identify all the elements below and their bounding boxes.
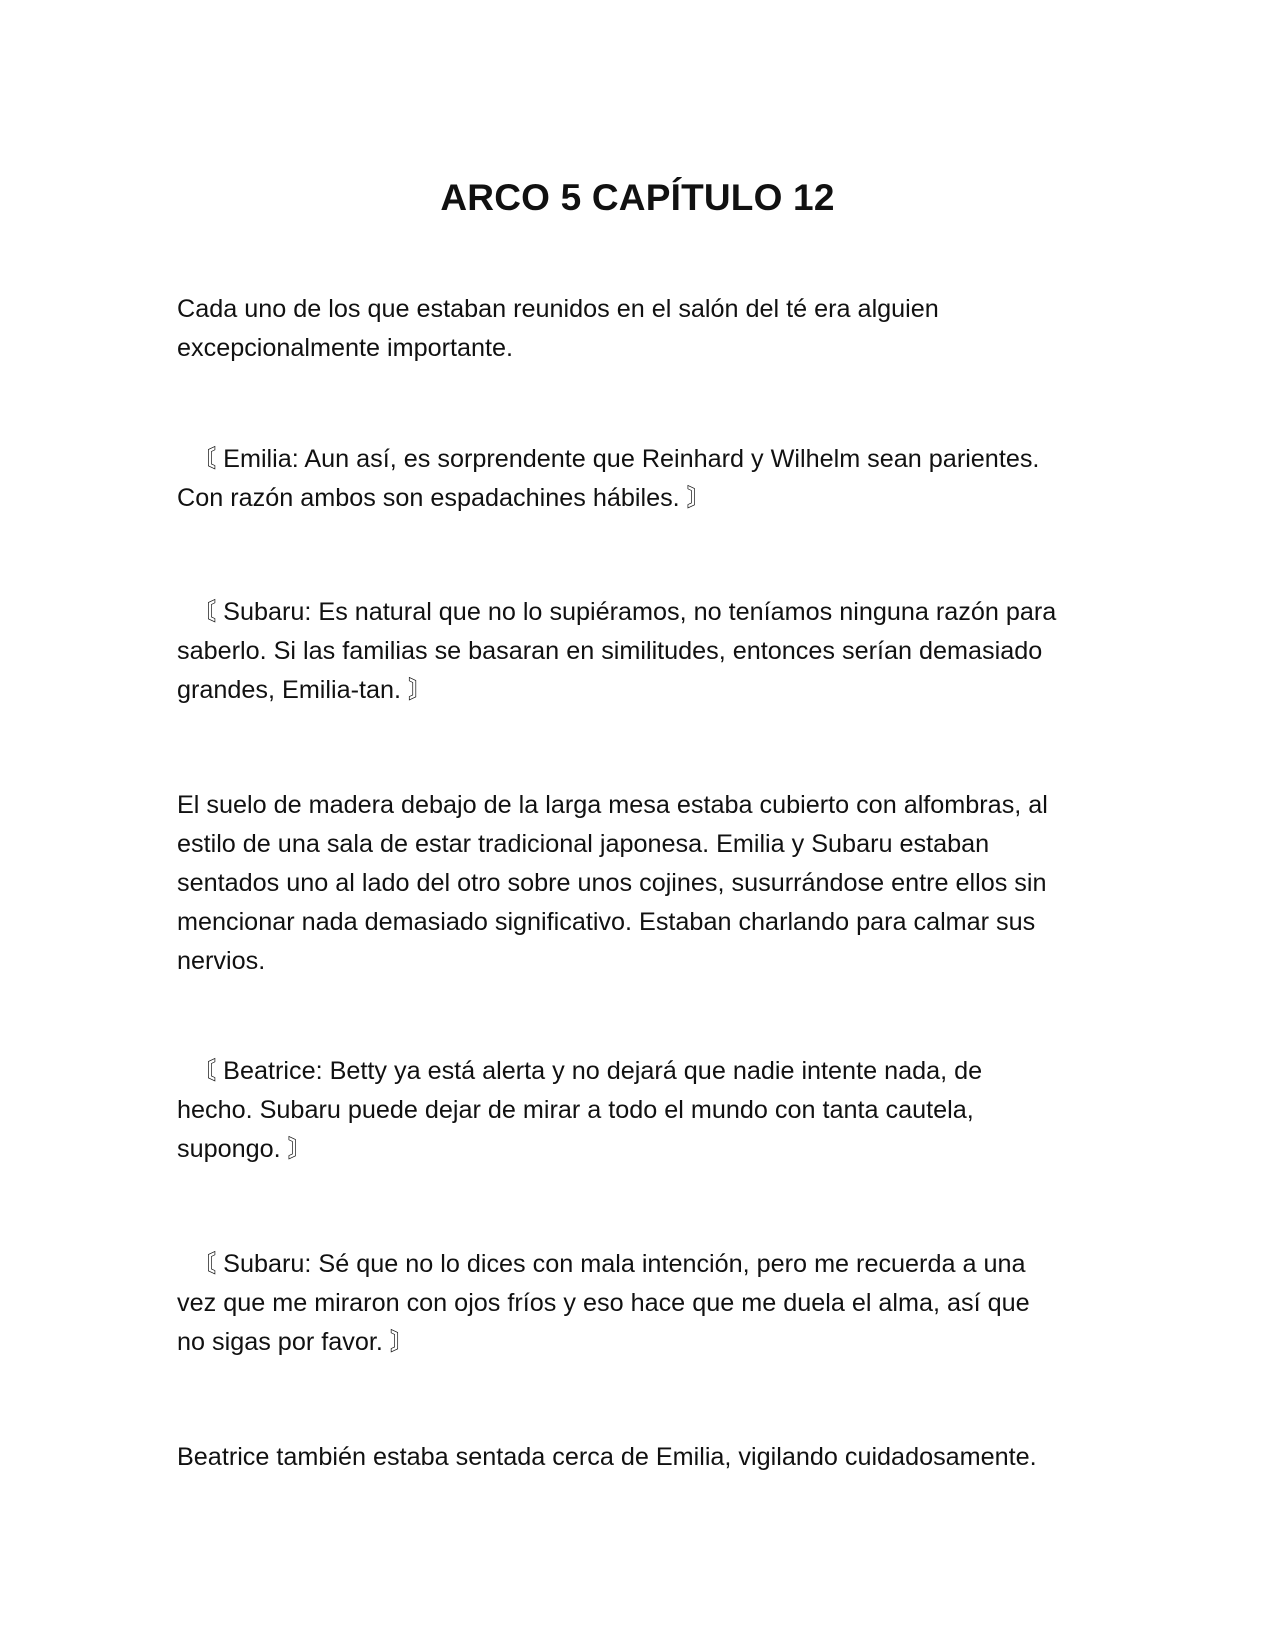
text-line: El suelo de madera debajo de la larga mesa estaba cubierto con alfombras, al [177,791,1048,819]
text-line: Cada uno de los que estaban reunidos en el salón del té era alguien [177,295,939,323]
text-line: saberlo. Si las familias se basaran en similitudes, entonces serían demasiado [177,637,1043,665]
text-line: Beatrice también estaba sentada cerca de Emilia, vigilando cuidadosamente. [177,1443,1037,1471]
dialogue-paragraph-subaru [177,593,1107,710]
chapter-title: ARCO 5 CAPÍTULO 12 [440,176,835,218]
text-line: mencionar nada demasiado significativo. Estaban charlando para calmar sus [177,908,1036,936]
text-line: vez que me miraron con ojos fríos y eso hace que me duela el alma, así que [177,1289,1030,1317]
narration-paragraph [177,786,1107,981]
text-line: 〘 Subaru: Sé que no lo dices con mala intención, pero me recuerda a una [177,1250,1026,1278]
narration-paragraph [177,1438,1107,1477]
text-line: 〘 Beatrice: Betty ya está alerta y no dejará que nadie intente nada, de [177,1057,983,1085]
narration-paragraph [177,290,1107,368]
text-line: nervios. [177,947,266,975]
dialogue-paragraph-subaru [177,1245,1107,1362]
dialogue-paragraph-beatrice [177,1052,1107,1169]
text-line: no sigas por favor. 〙 [177,1328,416,1356]
text-line: excepcionalmente importante. [177,334,514,362]
text-line: Con razón ambos son espadachines hábiles. 〙 [177,484,712,512]
dialogue-paragraph-emilia [177,440,1107,518]
text-line: 〘 Subaru: Es natural que no lo supiéramos, no teníamos ninguna razón para [177,598,1057,626]
text-line: hecho. Subaru puede dejar de mirar a todo el mundo con tanta cautela, [177,1096,974,1124]
text-line: estilo de una sala de estar tradicional japonesa. Emilia y Subaru estaban [177,830,990,858]
text-line: grandes, Emilia-tan. 〙 [177,676,434,704]
text-line: 〘 Emilia: Aun así, es sorprendente que Reinhard y Wilhelm sean parientes. [177,445,1040,473]
text-line: sentados uno al lado del otro sobre unos cojines, susurrándose entre ellos sin [177,869,1047,897]
text-line: supongo. 〙 [177,1135,313,1163]
